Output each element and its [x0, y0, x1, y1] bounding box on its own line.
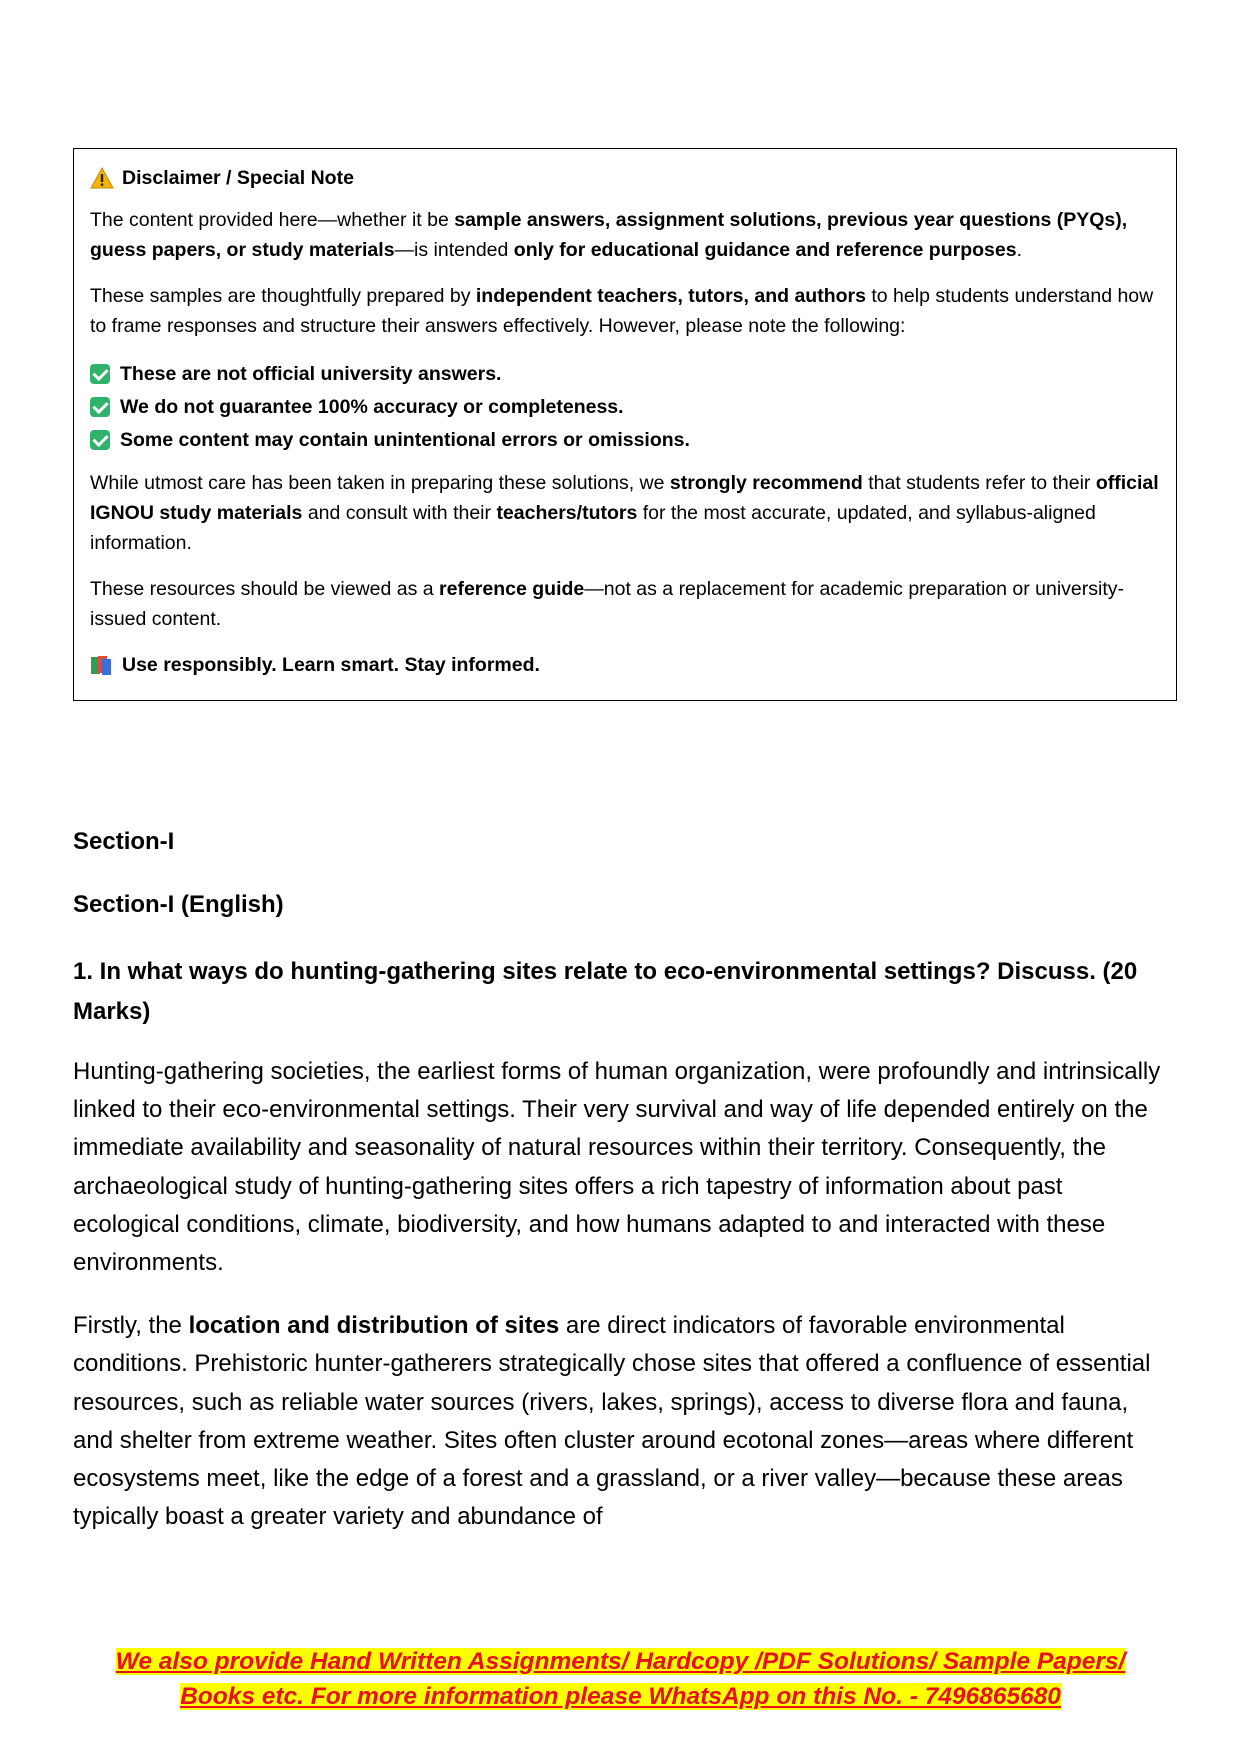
text: —not as a replacement for academic preparation or university-issued content.	[90, 578, 1125, 630]
section-subheading: Section-I (English)	[73, 891, 284, 918]
disclaimer-para-3	[90, 468, 1160, 558]
disclaimer-para-1	[90, 205, 1160, 265]
text: These samples are thoughtfully prepared by	[90, 285, 476, 307]
bold-text: official IGNOU study materials	[90, 472, 1159, 524]
disclaimer-title-text: Disclaimer / Special Note	[122, 167, 354, 189]
disclaimer-para-2	[90, 281, 1160, 341]
text: Firstly, the	[73, 1312, 189, 1340]
bold-text: independent teachers, tutors, and authors	[475, 285, 866, 307]
books-icon	[90, 654, 112, 676]
text: are direct indicators of favorable environmental conditions. Prehistoric hunter-gatherers strategically chose sites that offered a confluence of essential resources, such as reliable water sources (rivers, lakes, springs), access to diverse flora and fauna, and shelter from extreme weather. Sites often cluster around ecotonal zones—areas where different ecosystems meet, like the edge of a forest and a grassland, or a river valley—because these areas typically boast a greater variety and abundance of	[73, 1312, 1151, 1531]
text: While utmost care has been taken in preparing these solutions, we	[90, 472, 670, 494]
text: to help students understand how to frame responses and structure their answers effectively. However, please note the following:	[90, 285, 1154, 337]
main-content	[73, 826, 1173, 1561]
disclaimer-footer	[90, 650, 1160, 680]
check-item-text: Some content may contain unintentional errors or omissions.	[120, 428, 690, 451]
bold-text: sample answers, assignment solutions, previous year questions (PYQs), guess papers, or study materials	[90, 209, 1128, 261]
disclaimer-title	[90, 163, 1160, 193]
bold-text: teachers/tutors	[496, 502, 638, 524]
text: .	[1016, 239, 1023, 261]
promo-line-2: Books etc. For more information please WhatsApp on this No. - 7496865680	[180, 1683, 1061, 1710]
bold-text: only for educational guidance and reference purposes	[513, 239, 1017, 261]
disclaimer-para-4	[90, 574, 1160, 634]
question-heading: 1. In what ways do hunting-gathering sites relate to eco-environmental settings? Discuss. (20 Marks)	[73, 958, 1138, 1025]
checkmark-icon	[90, 364, 110, 384]
text: that students refer to their	[862, 472, 1096, 494]
answer-paragraph-2	[73, 1307, 1173, 1536]
bold-text: reference guide	[439, 578, 585, 600]
text: The content provided here—whether it be	[90, 209, 455, 231]
checkmark-icon	[90, 397, 110, 417]
check-item	[90, 423, 1160, 456]
checkmark-icon	[90, 430, 110, 450]
check-item-text: We do not guarantee 100% accuracy or completeness.	[120, 395, 624, 418]
promo-banner	[60, 1644, 1181, 1714]
check-item-text: These are not official university answers.	[120, 362, 502, 385]
promo-line-1: We also provide Hand Written Assignments/ Hardcopy /PDF Solutions/ Sample Papers/	[115, 1648, 1126, 1675]
bold-text: location and distribution of sites	[188, 1312, 560, 1340]
check-list	[90, 357, 1160, 456]
bold-text: strongly recommend	[669, 472, 863, 494]
section-heading: Section-I	[73, 828, 175, 855]
check-item	[90, 357, 1160, 390]
disclaimer-footer-text: Use responsibly. Learn smart. Stay informed.	[122, 654, 540, 676]
text: —is intended	[394, 239, 514, 261]
text: These resources should be viewed as a	[90, 578, 440, 600]
text: for the most accurate, updated, and syllabus-aligned information.	[90, 502, 1096, 554]
text: and consult with their	[302, 502, 497, 524]
answer-paragraph-1: Hunting-gathering societies, the earliest forms of human organization, were profoundly and intrinsically linked to their eco-environmental settings. Their very survival and way of life depended entirely on the immediate availability and seasonality of natural resources within their territory. Consequently, the archaeological study of hunting-gathering sites offers a rich tapestry of information about past ecological conditions, climate, biodiversity, and how humans adapted to and interacted with these environments.	[73, 1058, 1161, 1277]
check-item	[90, 390, 1160, 423]
disclaimer-box	[73, 148, 1177, 701]
warning-icon	[90, 167, 114, 189]
